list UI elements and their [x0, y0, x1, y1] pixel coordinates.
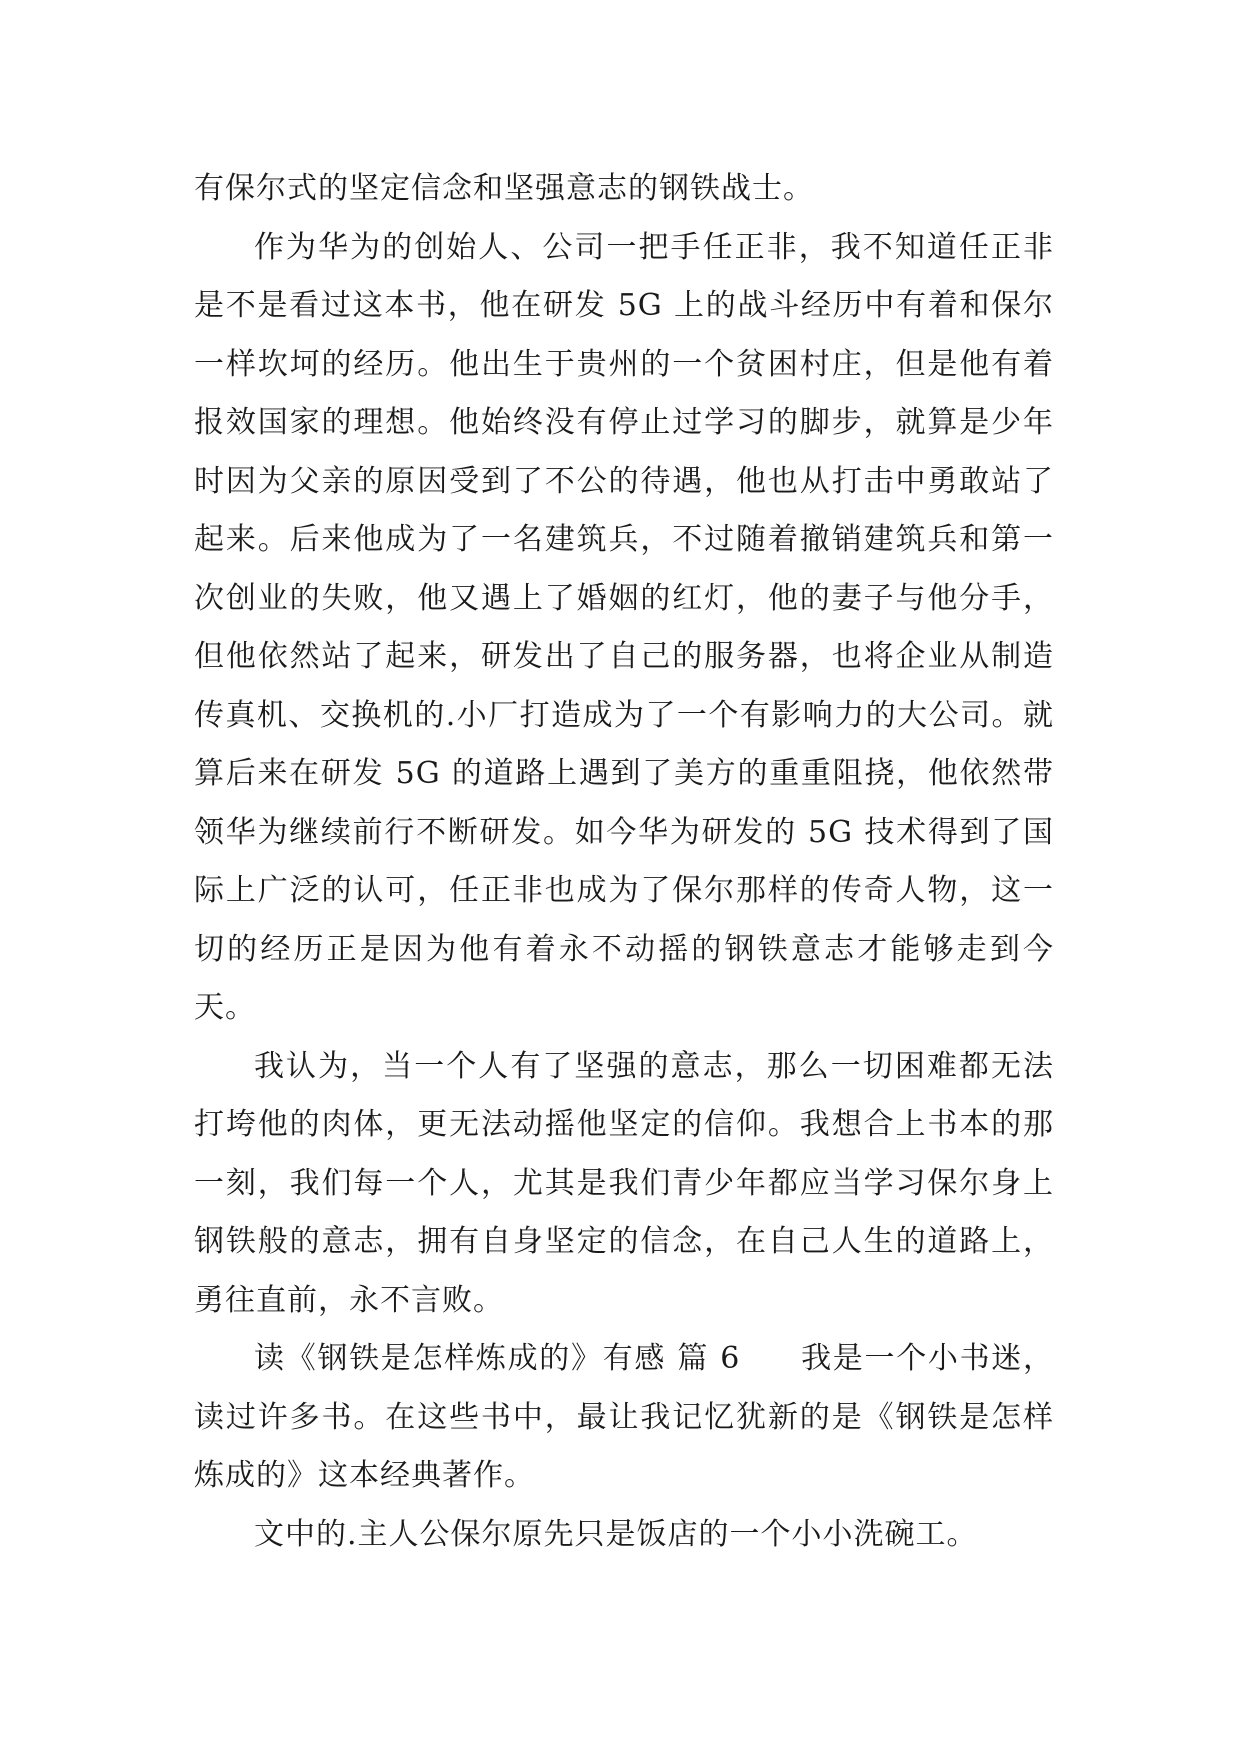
- paragraph-ren-zhengfei: 作为华为的创始人、公司一把手任正非，我不知道任正非是不是看过这本书，他在研发 5G 上的战斗经历中有着和保尔一样坎坷的经历。他出生于贵州的一个贫困村庄，但是他有着报效国家的理想。他始终没有停止过学习的脚步，就算是少年时因为父亲的原因受到了不公的待遇，他也从打击中勇敢站了起来。后来他成为了一名建筑兵，不过随着撤销建筑兵和第一次创业的失败，他又遇上了婚姻的红灯，他的妻子与他分手，但他依然站了起来，研发出了自己的服务器，也将企业从制造传真机、交换机的.小厂打造成为了一个有影响力的大公司。就算后来在研发 5G 的道路上遇到了美方的重重阻挠，他依然带领华为继续前行不断研发。如今华为研发的 5G 技术得到了国际上广泛的认可，任正非也成为了保尔那样的传奇人物，这一切的经历正是因为他有着永不动摇的钢铁意志才能够走到今天。: [194, 229, 1054, 1025]
- paragraph-final: 文中的.主人公保尔原先只是饭店的一个小小洗碗工。: [254, 1516, 978, 1552]
- paragraph-continued: 有保尔式的坚定信念和坚强意志的钢铁战士。: [194, 171, 814, 206]
- paragraph-conclusion: 我认为，当一个人有了坚强的意志，那么一切困难都无法打垮他的肉体，更无法动摇他坚定的信仰。我想合上书本的那一刻，我们每一个人，尤其是我们青少年都应当学习保尔身上钢铁般的意志，拥有自身坚定的信念，在自己人生的道路上，勇往直前，永不言败。: [194, 1048, 1054, 1318]
- section-paragraph: [194, 1330, 1054, 1506]
- section-text: 我是一个小书迷，读过许多书。在这些书中，最让我记忆犹新的是《钢铁是怎样炼成的》这本经典著作。: [194, 1341, 1054, 1493]
- body-text: [194, 160, 1054, 1564]
- section-heading: 读《钢铁是怎样炼成的》有感 篇 6: [254, 1341, 741, 1376]
